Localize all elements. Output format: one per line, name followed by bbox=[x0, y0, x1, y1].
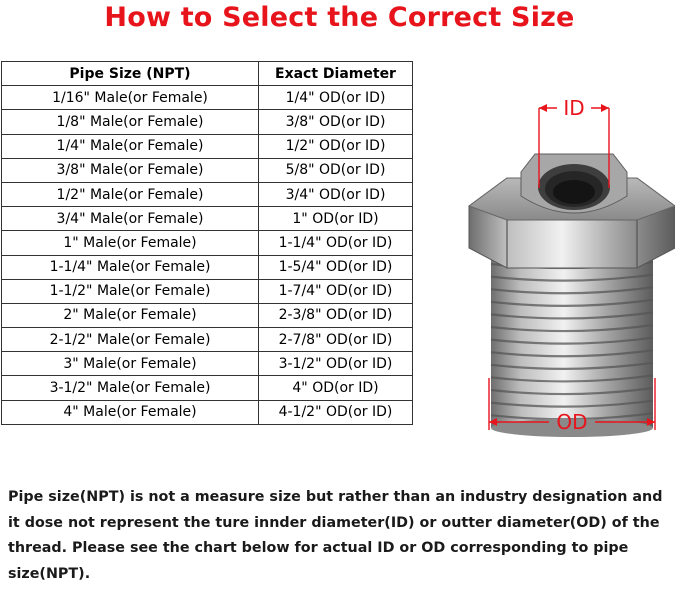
table-header-row bbox=[2, 62, 413, 86]
exact-diameter-cell: 3-1/2" OD(or ID) bbox=[259, 352, 413, 376]
exact-diameter-cell: 3/4" OD(or ID) bbox=[259, 182, 413, 206]
pipe-size-cell: 1-1/2" Male(or Female) bbox=[2, 279, 259, 303]
exact-diameter-cell: 1" OD(or ID) bbox=[259, 207, 413, 231]
header-exact-diameter: Exact Diameter bbox=[259, 62, 413, 86]
table-row bbox=[2, 231, 413, 255]
pipe-size-cell: 2" Male(or Female) bbox=[2, 303, 259, 327]
pipe-bushing-image bbox=[455, 88, 675, 440]
pipe-size-cell: 1/16" Male(or Female) bbox=[2, 86, 259, 110]
pipe-size-cell: 3" Male(or Female) bbox=[2, 352, 259, 376]
pipe-size-cell: 4" Male(or Female) bbox=[2, 400, 259, 424]
table-row bbox=[2, 376, 413, 400]
pipe-size-cell: 2-1/2" Male(or Female) bbox=[2, 328, 259, 352]
table-row bbox=[2, 400, 413, 424]
pipe-size-cell: 1/4" Male(or Female) bbox=[2, 134, 259, 158]
exact-diameter-cell: 3/8" OD(or ID) bbox=[259, 110, 413, 134]
exact-diameter-cell: 1/4" OD(or ID) bbox=[259, 86, 413, 110]
pipe-size-cell: 3/4" Male(or Female) bbox=[2, 207, 259, 231]
table-row bbox=[2, 303, 413, 327]
exact-diameter-cell: 1-1/4" OD(or ID) bbox=[259, 231, 413, 255]
exact-diameter-cell: 1-5/4" OD(or ID) bbox=[259, 255, 413, 279]
table-row bbox=[2, 352, 413, 376]
exact-diameter-cell: 4" OD(or ID) bbox=[259, 376, 413, 400]
inner-boss bbox=[521, 154, 627, 213]
pipe-size-cell: 1/8" Male(or Female) bbox=[2, 110, 259, 134]
table-row bbox=[2, 328, 413, 352]
exact-diameter-cell: 1-7/4" OD(or ID) bbox=[259, 279, 413, 303]
exact-diameter-cell: 2-7/8" OD(or ID) bbox=[259, 328, 413, 352]
pipe-size-cell: 1-1/4" Male(or Female) bbox=[2, 255, 259, 279]
header-pipe-size: Pipe Size (NPT) bbox=[2, 62, 259, 86]
table-row bbox=[2, 255, 413, 279]
pipe-size-cell: 1" Male(or Female) bbox=[2, 231, 259, 255]
exact-diameter-cell: 2-3/8" OD(or ID) bbox=[259, 303, 413, 327]
table-body bbox=[2, 86, 413, 425]
exact-diameter-cell: 5/8" OD(or ID) bbox=[259, 158, 413, 182]
table-row bbox=[2, 110, 413, 134]
exact-diameter-cell: 1/2" OD(or ID) bbox=[259, 134, 413, 158]
table-row bbox=[2, 182, 413, 206]
size-explanation-note: Pipe size(NPT) is not a measure size but rather than an industry designation and it dose not represent the ture innder diameter(ID) or outter diameter(OD) of the thread. Please see the chart below for actual ID or OD corresponding to pipe size(NPT). bbox=[8, 489, 663, 582]
pipe-size-cell: 1/2" Male(or Female) bbox=[2, 182, 259, 206]
page-title: How to Select the Correct Size bbox=[104, 2, 575, 33]
table-row bbox=[2, 207, 413, 231]
table-row bbox=[2, 158, 413, 182]
pipe-size-cell: 3/8" Male(or Female) bbox=[2, 158, 259, 182]
table-row bbox=[2, 86, 413, 110]
pipe-size-cell: 3-1/2" Male(or Female) bbox=[2, 376, 259, 400]
exact-diameter-cell: 4-1/2" OD(or ID) bbox=[259, 400, 413, 424]
id-label: ID bbox=[563, 96, 585, 120]
table-row bbox=[2, 134, 413, 158]
table-row bbox=[2, 279, 413, 303]
od-label: OD bbox=[556, 410, 588, 434]
size-table bbox=[1, 61, 413, 425]
